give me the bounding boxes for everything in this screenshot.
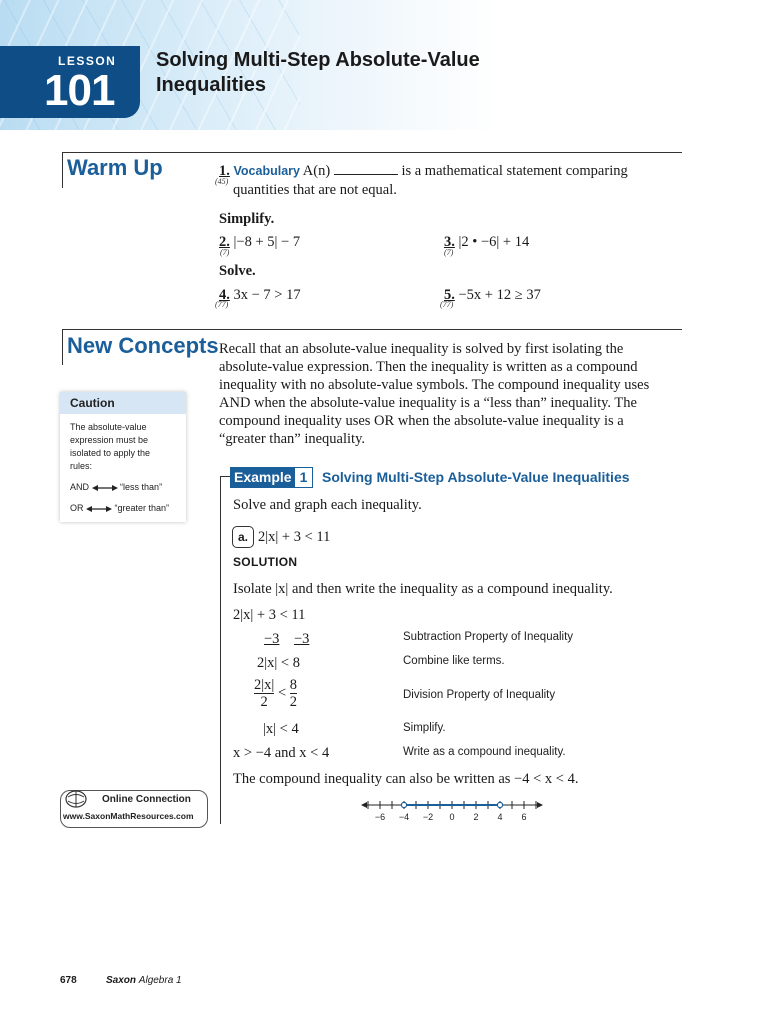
step-1: −3 −3 bbox=[264, 631, 310, 647]
vocabulary-tag: Vocabulary bbox=[233, 164, 300, 178]
tick-label: 0 bbox=[449, 812, 455, 822]
q5-reference: (77) bbox=[440, 300, 454, 309]
warm-up-question-1: 1. Vocabulary A(n) is a mathematical statement comparing bbox=[219, 163, 628, 179]
tick-label: 6 bbox=[521, 812, 527, 822]
paragraph-line: inequality with no absolute-value symbols. The compound inequality uses bbox=[219, 377, 650, 393]
fraction-right: $\frac{8}{2}$ bbox=[289, 677, 297, 710]
new-concepts-title: New Concepts bbox=[67, 333, 219, 358]
new-concepts-rule bbox=[62, 329, 682, 330]
q1-reference: (45) bbox=[215, 177, 229, 186]
paragraph-line: “greater than” inequality. bbox=[219, 431, 365, 447]
step-3-reason: Division Property of Inequality bbox=[403, 689, 556, 701]
tick-label: 4 bbox=[497, 812, 503, 822]
warm-up-title: Warm Up bbox=[67, 155, 163, 180]
book-credit: Saxon Algebra 1 bbox=[106, 975, 182, 986]
warm-up-question-3: 3. |2 • −6| + 14 bbox=[444, 234, 530, 250]
fraction-left: $\frac{2|x|}{2}$ bbox=[254, 677, 275, 710]
answer-blank bbox=[334, 174, 398, 175]
paragraph-line: Recall that an absolute-value inequality is solved by first isolating the bbox=[219, 341, 624, 357]
q2-reference: (7) bbox=[220, 248, 230, 257]
step-4-reason: Simplify. bbox=[403, 722, 446, 734]
online-connection-title: Online Connection bbox=[102, 794, 191, 805]
step-1-reason: Subtraction Property of Inequality bbox=[403, 631, 574, 643]
caution-or-rule: OR “greater than” bbox=[70, 503, 170, 513]
double-arrow-icon bbox=[92, 484, 118, 492]
simplify-heading: Simplify. bbox=[219, 211, 275, 227]
solution-label: SOLUTION bbox=[233, 555, 298, 569]
caution-text: The absolute-value expression must be isolated to apply the rules: bbox=[70, 422, 151, 471]
warm-up-bracket bbox=[62, 152, 63, 188]
step-2-reason: Combine like terms. bbox=[403, 655, 505, 667]
title-line-2: Inequalities bbox=[156, 74, 267, 96]
tick-label: −4 bbox=[398, 812, 410, 822]
tick-label: −6 bbox=[374, 812, 386, 822]
caution-title: Caution bbox=[70, 396, 115, 410]
left-arrow-icon bbox=[361, 802, 367, 808]
new-concepts-bracket bbox=[62, 329, 63, 365]
example-bracket-top bbox=[220, 476, 230, 477]
example-instruction: Solve and graph each inequality. bbox=[233, 497, 422, 513]
open-endpoint bbox=[401, 802, 406, 807]
paragraph-line: compound inequality uses OR when the absolute-value inequality is a bbox=[219, 413, 624, 429]
example-number: 1 bbox=[294, 467, 313, 488]
step-5: x > −4 and x < 4 bbox=[233, 745, 330, 761]
lesson-label: LESSON bbox=[58, 54, 117, 68]
step-0: 2|x| + 3 < 11 bbox=[233, 607, 306, 623]
open-endpoint bbox=[497, 802, 502, 807]
new-concepts-paragraph bbox=[219, 340, 649, 448]
example-label: Example bbox=[230, 467, 294, 488]
tick-label: 2 bbox=[473, 812, 479, 822]
mouse-globe-icon bbox=[64, 789, 88, 809]
page-title bbox=[156, 48, 480, 98]
question-1-continued: quantities that are not equal. bbox=[233, 182, 397, 198]
lesson-number: 101 bbox=[44, 66, 115, 115]
warm-up-question-4: 4. 3x − 7 > 17 bbox=[219, 287, 301, 303]
part-a-problem: 2|x| + 3 < 11 bbox=[258, 529, 331, 545]
right-arrow-icon bbox=[537, 802, 543, 808]
page-number: 678 bbox=[60, 975, 77, 986]
step-2: 2|x| < 8 bbox=[257, 655, 300, 671]
title-line-1: Solving Multi-Step Absolute-Value bbox=[156, 49, 480, 71]
step-3: $\frac{2|x|}{2}$ < $\frac{8}{2}$ bbox=[254, 677, 297, 710]
double-arrow-icon bbox=[86, 505, 112, 513]
step-5-reason: Write as a compound inequality. bbox=[403, 746, 566, 758]
online-connection-url[interactable]: www.SaxonMathResources.com bbox=[63, 811, 194, 821]
warm-up-rule bbox=[62, 152, 682, 153]
solution-intro: Isolate |x| and then write the inequality as a compound inequality. bbox=[233, 581, 613, 597]
number-line-graph bbox=[360, 796, 544, 826]
paragraph-line: AND when the absolute-value inequality is a “less than” inequality. The bbox=[219, 395, 637, 411]
example-conclusion: The compound inequality can also be written as −4 < x < 4. bbox=[233, 771, 579, 787]
warm-up-question-5: 5. −5x + 12 ≥ 37 bbox=[444, 287, 541, 303]
caution-and-rule: AND “less than” bbox=[70, 482, 163, 492]
tick-label: −2 bbox=[422, 812, 434, 822]
paragraph-line: absolute-value expression. Then the inequality is written as a compound bbox=[219, 359, 638, 375]
example-bracket bbox=[220, 476, 221, 824]
q3-reference: (7) bbox=[444, 248, 454, 257]
solve-heading: Solve. bbox=[219, 263, 256, 279]
part-a-label: a. bbox=[232, 526, 254, 548]
q4-reference: (77) bbox=[215, 300, 229, 309]
example-title: Solving Multi-Step Absolute-Value Inequalities bbox=[322, 469, 630, 485]
warm-up-question-2: 2. |−8 + 5| − 7 bbox=[219, 234, 301, 250]
step-4: |x| < 4 bbox=[263, 721, 299, 737]
